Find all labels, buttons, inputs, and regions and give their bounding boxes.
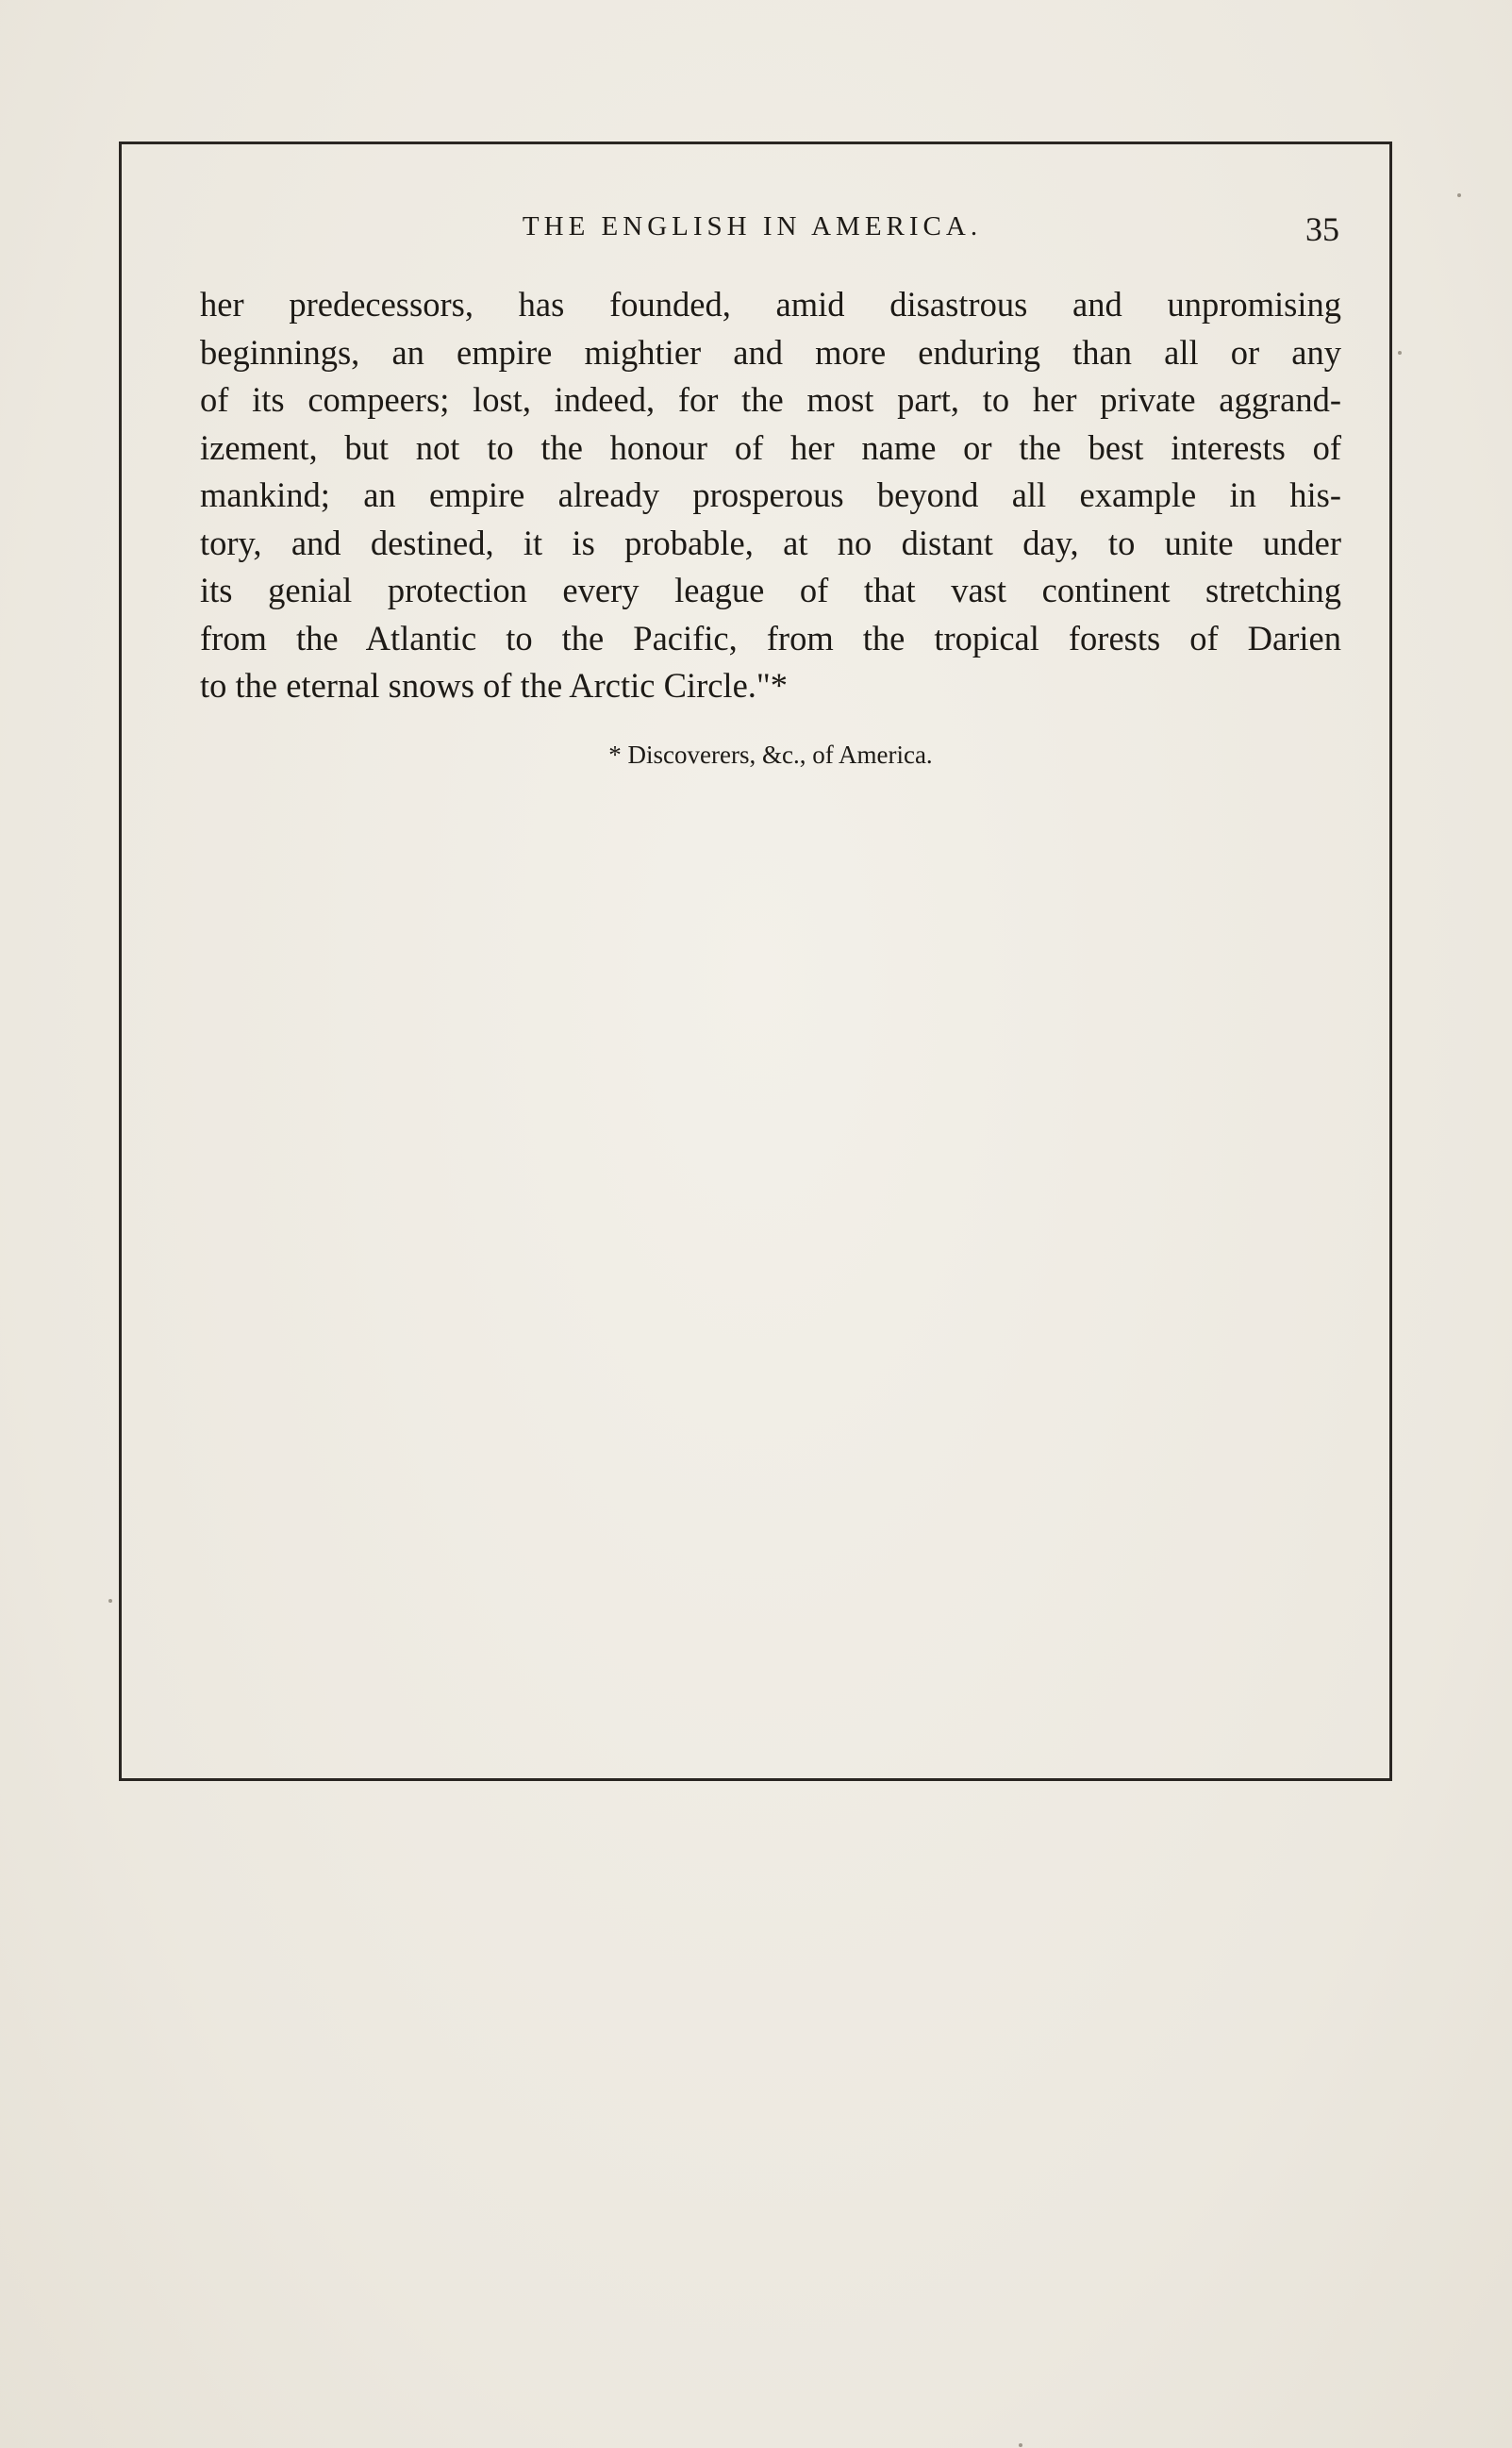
body-line: her predecessors, has founded, amid disastrous and unpromising xyxy=(200,285,1341,324)
body-paragraph xyxy=(200,281,1341,710)
body-line: tory, and destined, it is probable, at no distant day, to unite under xyxy=(200,523,1341,562)
body-line: mankind; an empire already prosperous beyond all example in his- xyxy=(200,475,1341,514)
paper-speck xyxy=(1398,351,1402,355)
body-line: to the eternal snows of the Arctic Circle."* xyxy=(200,666,789,705)
running-head xyxy=(203,209,1339,257)
running-title: THE ENGLISH IN AMERICA. xyxy=(522,211,983,241)
body-line: its genial protection every league of that vast continent stretching xyxy=(200,571,1341,609)
body-line: beginnings, an empire mightier and more enduring than all or any xyxy=(200,332,1341,372)
paper-speck xyxy=(108,1599,112,1603)
body-line: from the Atlantic to the Pacific, from the tropical forests of Darien xyxy=(200,618,1341,658)
paper-speck xyxy=(1019,2443,1022,2447)
body-line: izement, but not to the honour of her name or the best interests of xyxy=(200,427,1341,467)
paper-speck xyxy=(1457,193,1461,197)
body-line: of its compeers; lost, indeed, for the most part, to her private aggrand- xyxy=(200,380,1341,419)
footnote: * Discoverers, &c., of America. xyxy=(608,741,933,769)
page-number: 35 xyxy=(1305,210,1339,248)
